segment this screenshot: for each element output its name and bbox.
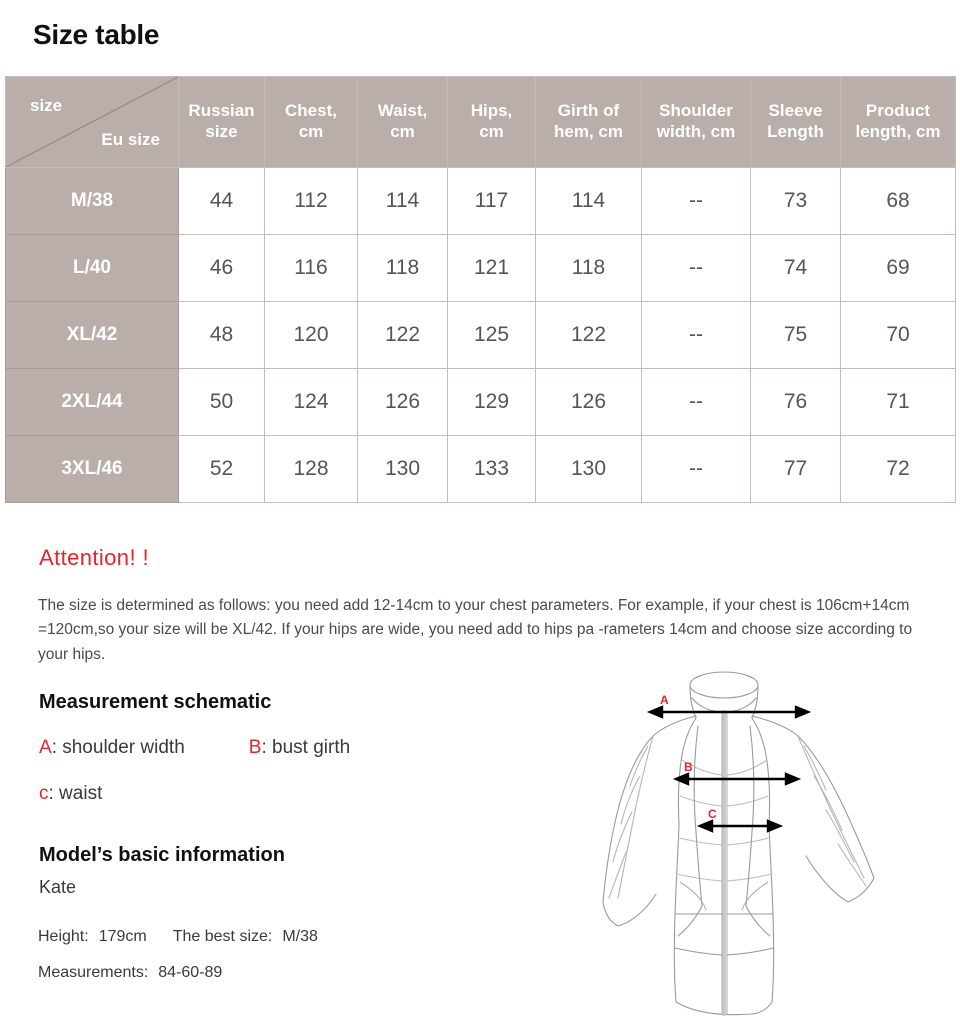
table-body xyxy=(6,168,956,503)
header-line-2: cm xyxy=(390,122,415,141)
cell-waist: 118 xyxy=(358,235,448,302)
header-line-1: Hips, xyxy=(470,101,513,121)
jacket-illustration-icon xyxy=(596,666,886,1035)
cell-waist: 126 xyxy=(358,369,448,436)
cell-sleeve-length: 77 xyxy=(751,436,841,503)
header-line-2: Length xyxy=(767,122,824,141)
table-row xyxy=(6,168,956,235)
legend-label-a: : shoulder width xyxy=(51,737,185,758)
measurement-schematic-heading: Measurement schematic xyxy=(39,691,272,713)
table-header xyxy=(6,77,956,168)
cell-shoulder-width: -- xyxy=(642,168,751,235)
cell-product-length: 70 xyxy=(841,302,956,369)
size-table-container xyxy=(5,76,955,503)
legend-label-b: : bust girth xyxy=(261,737,351,758)
header-waist xyxy=(358,77,448,168)
row-size-label: 2XL/44 xyxy=(6,369,179,436)
measurement-arrows xyxy=(650,707,808,831)
cell-sleeve-length: 76 xyxy=(751,369,841,436)
row-size-label: M/38 xyxy=(6,168,179,235)
header-corner-cell xyxy=(6,77,179,168)
cell-girth-of-hem: 126 xyxy=(536,369,642,436)
model-name: Kate xyxy=(39,877,77,897)
cell-girth-of-hem: 114 xyxy=(536,168,642,235)
header-line-1: Girth of xyxy=(557,101,620,121)
legend-key-a: A xyxy=(39,737,52,758)
header-corner-eu-label: Eu size xyxy=(101,130,160,150)
measurements-label: Measurements: xyxy=(38,964,149,981)
attention-body-text: The size is determined as follows: you need add 12-14cm to your chest parameters. For example, if your chest is 106cm+14cm =120cm,so your size will be XL/42. If your hips are wide, you need add to hips pa -rameters 14cm and choose size according to your hips. xyxy=(38,597,913,663)
cell-sleeve-length: 74 xyxy=(751,235,841,302)
jacket-measurement-diagram xyxy=(596,666,886,1035)
legend-label-c: : waist xyxy=(48,783,103,804)
row-size-label: 3XL/46 xyxy=(6,436,179,503)
model-info-heading: Model’s basic information xyxy=(39,844,285,866)
cell-russian-size: 52 xyxy=(179,436,265,503)
attention-heading: Attention! ! xyxy=(39,545,149,570)
cell-girth-of-hem: 118 xyxy=(536,235,642,302)
header-russian-size xyxy=(179,77,265,168)
header-shoulder-width xyxy=(642,77,751,168)
cell-russian-size: 44 xyxy=(179,168,265,235)
table-row xyxy=(6,302,956,369)
header-product-length xyxy=(841,77,956,168)
cell-hips: 129 xyxy=(448,369,536,436)
measurements-value: 84-60-89 xyxy=(158,964,223,981)
cell-sleeve-length: 73 xyxy=(751,168,841,235)
arrow-label-b: B xyxy=(684,760,693,774)
model-measurements-row xyxy=(38,964,222,982)
size-table xyxy=(5,76,956,503)
cell-russian-size: 46 xyxy=(179,235,265,302)
header-line-2: size xyxy=(205,122,238,141)
legend-key-c: c xyxy=(39,783,49,804)
cell-product-length: 72 xyxy=(841,436,956,503)
row-size-label: L/40 xyxy=(6,235,179,302)
header-line-2: width, cm xyxy=(656,122,736,141)
header-line-1: Product xyxy=(865,101,931,121)
header-line-1: Shoulder xyxy=(659,101,733,121)
cell-waist: 122 xyxy=(358,302,448,369)
header-corner-size-label: size xyxy=(30,96,63,115)
cell-shoulder-width: -- xyxy=(642,235,751,302)
cell-shoulder-width: -- xyxy=(642,369,751,436)
header-hips xyxy=(448,77,536,168)
cell-chest: 112 xyxy=(265,168,358,235)
cell-shoulder-width: -- xyxy=(642,302,751,369)
diagonal-divider-icon xyxy=(6,77,178,167)
cell-chest: 128 xyxy=(265,436,358,503)
legend-key-b: B xyxy=(248,737,262,758)
header-line-2: hem, cm xyxy=(554,122,623,141)
header-line-1: Sleeve xyxy=(768,101,823,121)
cell-waist: 130 xyxy=(358,436,448,503)
header-line-2: cm xyxy=(479,122,504,141)
cell-russian-size: 50 xyxy=(179,369,265,436)
header-line-2: cm xyxy=(298,122,324,141)
header-line-1: Chest, xyxy=(285,101,337,121)
header-chest xyxy=(265,77,358,168)
cell-chest: 116 xyxy=(265,235,358,302)
best-size-label: The best size: xyxy=(172,928,273,945)
measurement-legend-row-2 xyxy=(39,783,102,805)
cell-product-length: 68 xyxy=(841,168,956,235)
header-line-1: Waist, xyxy=(377,101,428,121)
header-line-2: length, cm xyxy=(855,122,941,141)
best-size-value: M/38 xyxy=(282,928,318,945)
row-size-label: XL/42 xyxy=(6,302,179,369)
cell-chest: 124 xyxy=(265,369,358,436)
cell-chest: 120 xyxy=(265,302,358,369)
height-value: 179cm xyxy=(98,928,147,945)
cell-product-length: 71 xyxy=(841,369,956,436)
arrow-label-c: C xyxy=(708,807,717,821)
cell-hips: 125 xyxy=(448,302,536,369)
header-girth-of-hem xyxy=(536,77,642,168)
header-row xyxy=(6,77,956,168)
header-sleeve-length xyxy=(751,77,841,168)
cell-hips: 133 xyxy=(448,436,536,503)
table-row xyxy=(6,369,956,436)
cell-sleeve-length: 75 xyxy=(751,302,841,369)
cell-hips: 121 xyxy=(448,235,536,302)
height-label: Height: xyxy=(38,928,89,945)
cell-shoulder-width: -- xyxy=(642,436,751,503)
header-line-1: Russian xyxy=(188,101,255,121)
table-row xyxy=(6,436,956,503)
cell-russian-size: 48 xyxy=(179,302,265,369)
cell-waist: 114 xyxy=(358,168,448,235)
measurement-legend-row-1 xyxy=(39,737,350,759)
cell-hips: 117 xyxy=(448,168,536,235)
table-row xyxy=(6,235,956,302)
page-title: Size table xyxy=(33,19,160,50)
cell-girth-of-hem: 130 xyxy=(536,436,642,503)
cell-product-length: 69 xyxy=(841,235,956,302)
arrow-label-a: A xyxy=(660,693,669,707)
cell-girth-of-hem: 122 xyxy=(536,302,642,369)
model-height-row xyxy=(38,928,318,946)
